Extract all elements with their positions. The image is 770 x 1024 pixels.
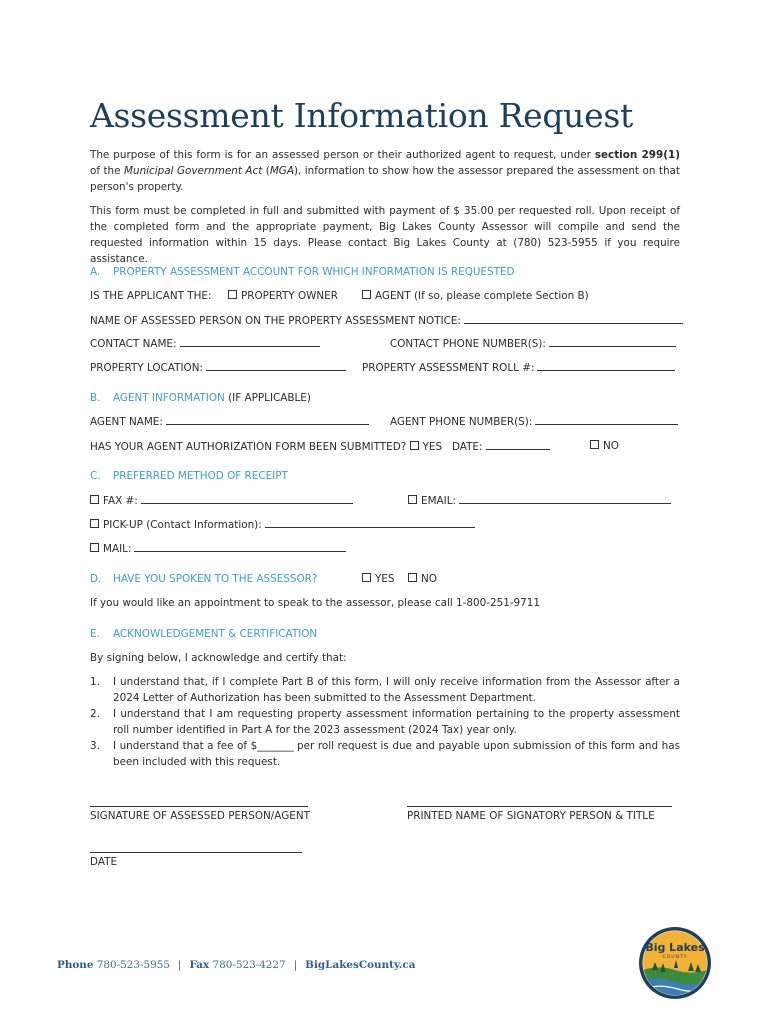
agent-checkbox[interactable] (362, 290, 371, 299)
property-owner-checkbox[interactable] (228, 290, 237, 299)
pickup-label: PICK-UP (Contact Information): (103, 519, 262, 531)
assessed-person-name-field[interactable] (464, 314, 683, 324)
section-letter: B. (90, 392, 101, 404)
section-title: PREFERRED METHOD OF RECEIPT (113, 470, 288, 482)
spoken-no-option[interactable] (408, 573, 437, 585)
fax-field[interactable] (141, 494, 353, 504)
intro-act-abbrev: MGA (269, 165, 294, 177)
mail-label: MAIL: (103, 543, 132, 555)
section-b-heading (90, 392, 311, 404)
date-line[interactable] (90, 852, 302, 853)
item-number: 1. (90, 676, 100, 688)
authorization-no-option[interactable] (590, 440, 619, 452)
item-text: I understand that I am requesting property assessment information pertaining to the property assessment roll number identified in Part A for the 2023 assessment (2024 Tax) year only. (113, 708, 680, 736)
authorization-no-checkbox[interactable] (590, 440, 599, 449)
roll-number-field[interactable] (537, 361, 675, 371)
page-title: Assessment Information Request (90, 96, 633, 135)
pickup-checkbox[interactable] (90, 519, 99, 528)
property-location-field[interactable] (206, 361, 346, 371)
logo-subtitle: COUNTY (662, 955, 688, 960)
section-c-heading (90, 470, 288, 482)
intro-act-name: Municipal Government Act (124, 165, 263, 177)
property-owner-option[interactable] (228, 290, 338, 302)
acknowledgement-list (90, 675, 680, 771)
acknowledgement-item (90, 707, 680, 738)
fax-label: FAX #: (103, 495, 138, 507)
printed-name-label: PRINTED NAME OF SIGNATORY PERSON & TITLE (407, 810, 655, 822)
section-d-heading (90, 573, 317, 585)
property-location-row (90, 361, 346, 374)
footer-contact (57, 959, 415, 971)
intro-text: The purpose of this form is for an assessed person or their authorized agent to request, under (90, 149, 595, 161)
mail-checkbox[interactable] (90, 543, 99, 552)
property-owner-label: PROPERTY OWNER (241, 290, 338, 302)
footer-fax: 780-523-4227 (212, 959, 286, 971)
agent-name-field[interactable] (166, 415, 369, 425)
contact-phone-row (390, 337, 676, 350)
agent-label: AGENT (If so, please complete Section B) (375, 290, 589, 302)
printed-name-line[interactable] (407, 806, 672, 807)
footer-website[interactable]: BigLakesCounty.ca (305, 959, 416, 971)
intro-section-reference: section 299(1) (594, 149, 680, 161)
agent-name-label: AGENT NAME: (90, 416, 163, 428)
contact-name-field[interactable] (180, 337, 320, 347)
section-title-suffix: (IF APPLICABLE) (224, 392, 311, 404)
section-letter: E. (90, 628, 100, 640)
item-text: I understand that a fee of $_______ per roll request is due and payable upon submission of this form and has been included with this request. (113, 740, 680, 768)
assessed-person-name-row (90, 314, 683, 327)
email-option[interactable] (408, 494, 671, 507)
intro-text: ( (262, 165, 270, 177)
mail-field[interactable] (134, 542, 346, 552)
spoken-yes-checkbox[interactable] (362, 573, 371, 582)
item-number: 2. (90, 708, 100, 720)
email-checkbox[interactable] (408, 495, 417, 504)
property-location-label: PROPERTY LOCATION: (90, 362, 203, 374)
contact-phone-label: CONTACT PHONE NUMBER(S): (390, 338, 546, 350)
spoken-no-checkbox[interactable] (408, 573, 417, 582)
signature-line[interactable] (90, 806, 308, 807)
intro-text: ), information to show how the assessor prepared the assessment on that person's property. (90, 165, 680, 193)
mail-option[interactable] (90, 542, 346, 555)
footer-separator: | (293, 959, 298, 971)
agent-phone-field[interactable] (535, 415, 678, 425)
footer-phone-label: Phone (57, 959, 94, 971)
appointment-note: If you would like an appointment to speak to the assessor, please call 1-800-251-9711 (90, 597, 540, 609)
section-title: HAVE YOU SPOKEN TO THE ASSESSOR? (113, 573, 318, 585)
footer-fax-label: Fax (189, 959, 210, 971)
logo-title: Big Lakes (645, 941, 705, 954)
acknowledgement-intro: By signing below, I acknowledge and certify that: (90, 652, 347, 664)
contact-name-label: CONTACT NAME: (90, 338, 177, 350)
section-e-heading (90, 628, 317, 640)
item-number: 3. (90, 740, 100, 752)
date-label: DATE (90, 856, 118, 868)
spoken-no-label: NO (421, 573, 437, 585)
agent-authorization-question: HAS YOUR AGENT AUTHORIZATION FORM BEEN SUBMITTED? (90, 441, 407, 453)
item-text: I understand that, if I complete Part B of this form, I will only receive information from the Assessor after a 2024 Letter of Authorization has been submitted to the Assessment Department. (113, 676, 680, 704)
footer-phone: 780-523-5955 (96, 959, 170, 971)
authorization-yes-label: YES (422, 441, 443, 453)
agent-authorization-row (90, 440, 550, 453)
agent-name-row (90, 415, 369, 428)
big-lakes-county-logo (638, 926, 712, 1000)
acknowledgement-item (90, 675, 680, 706)
acknowledgement-item (90, 739, 680, 770)
fax-option[interactable] (90, 494, 353, 507)
roll-number-label: PROPERTY ASSESSMENT ROLL #: (362, 362, 535, 374)
email-label: EMAIL: (421, 495, 456, 507)
applicant-type-row (90, 290, 212, 302)
pickup-field[interactable] (265, 518, 475, 528)
intro-text: of the (90, 165, 125, 177)
fax-checkbox[interactable] (90, 495, 99, 504)
section-letter: A. (90, 266, 101, 278)
intro-paragraph-1 (90, 147, 680, 195)
section-letter: D. (90, 573, 102, 585)
section-a-heading (90, 266, 515, 278)
email-field[interactable] (459, 494, 671, 504)
contact-phone-field[interactable] (549, 337, 676, 347)
intro-paragraph-2: This form must be completed in full and submitted with payment of $ 35.00 per requested roll. Upon receipt of the completed form and the appropriate payment, Big Lakes County Assessor will compile and send the requested information within 15 days. Please contact Big Lakes County at (780) 523-5955 if you require assistance. (90, 205, 680, 265)
agent-phone-row (390, 415, 678, 428)
agent-phone-label: AGENT PHONE NUMBER(S): (390, 416, 533, 428)
roll-number-row (362, 361, 675, 374)
section-title: ACKNOWLEDGEMENT & CERTIFICATION (113, 628, 318, 640)
spoken-yes-option[interactable] (362, 573, 395, 585)
section-title: AGENT INFORMATION (113, 392, 225, 404)
authorization-date-label: DATE: (451, 441, 483, 453)
assessed-person-name-label: NAME OF ASSESSED PERSON ON THE PROPERTY ASSESSMENT NOTICE: (90, 315, 461, 327)
authorization-yes-checkbox[interactable] (410, 441, 419, 450)
section-title: PROPERTY ASSESSMENT ACCOUNT FOR WHICH INFORMATION IS REQUESTED (113, 266, 515, 278)
footer-separator: | (177, 959, 182, 971)
pickup-option[interactable] (90, 518, 475, 531)
contact-name-row (90, 337, 320, 350)
spoken-yes-label: YES (375, 573, 395, 585)
applicant-type-label: IS THE APPLICANT THE: (90, 290, 212, 302)
section-letter: C. (90, 470, 101, 482)
signature-label: SIGNATURE OF ASSESSED PERSON/AGENT (90, 810, 310, 822)
agent-option[interactable] (362, 290, 589, 302)
authorization-no-label: NO (603, 440, 619, 452)
authorization-date-field[interactable] (486, 440, 550, 450)
